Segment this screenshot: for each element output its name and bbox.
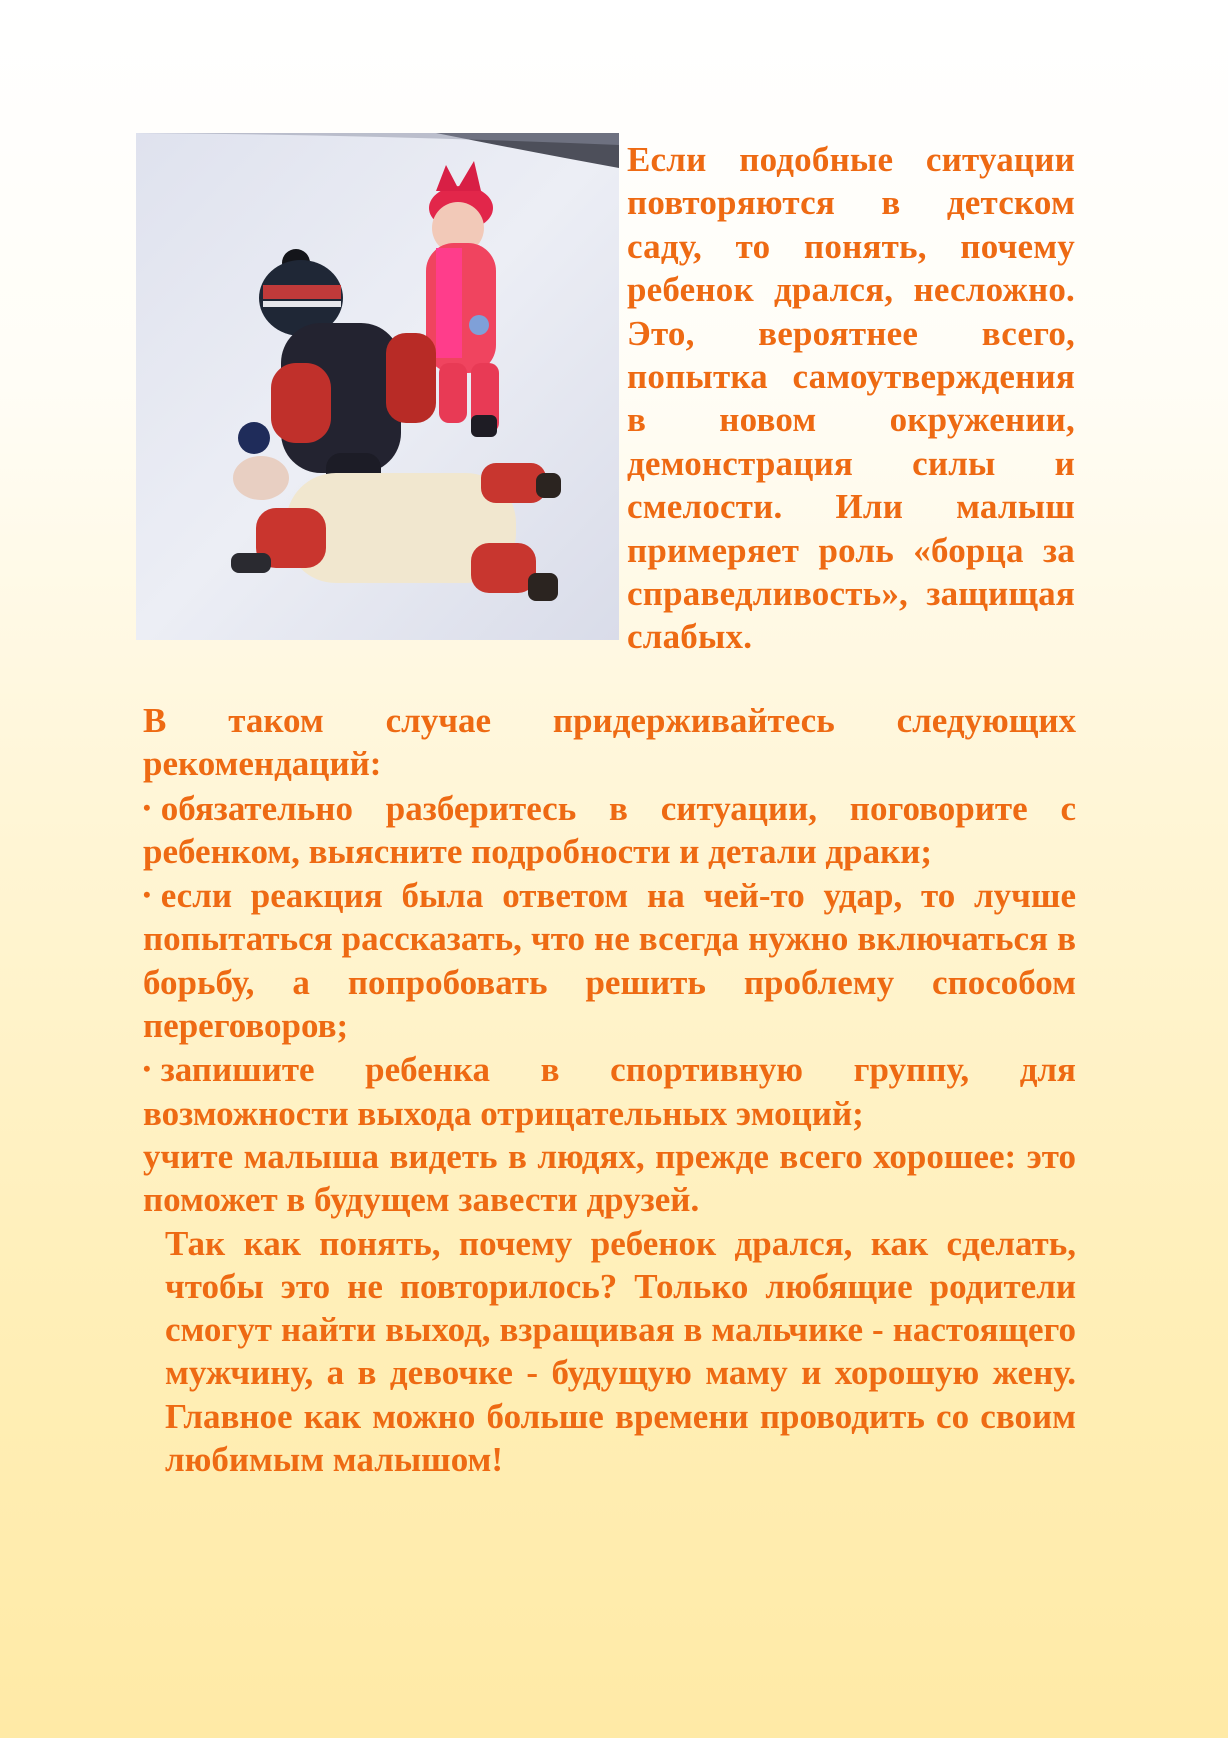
recommendations-section <box>143 699 1076 1481</box>
bullet-icon: • <box>143 882 151 908</box>
bullet-item <box>143 873 1076 1047</box>
bullet-text: если реакция была ответом на чей-то удар, то лучше попытаться рассказать, что не всегда нужно включаться в борьбу, а попробовать решить проблему способом переговоров; <box>143 876 1076 1046</box>
advice-line: учите малыша видеть в людях, прежде всего хорошее: это поможет в будущем завести друзей. <box>143 1136 1076 1220</box>
bullet-item <box>143 786 1076 874</box>
bullet-item <box>143 1047 1076 1135</box>
side-paragraph: Если подобные ситуации повторяются в детском саду, то понять, почему ребенок дрался, несложно. Это, вероятнее всего, попытка самоутверждения в новом окружении, демонстрация силы и смелости. Или малыш примеряет роль «борца за справедливость», защищая слабых. <box>627 140 1075 657</box>
bullet-text: обязательно разберитесь в ситуации, поговорите с ребенком, выясните подробности и детали драки; <box>143 788 1076 871</box>
bullet-icon: • <box>143 794 151 820</box>
closing-paragraph: Так как понять, почему ребенок дрался, как сделать, чтобы это не повторилось? Только любящие родители смогут найти выход, взращивая в мальчике - настоящего мужчину, а в девочке - будущую маму и хорошую жену. Главное как можно больше времени проводить со своим любимым малышом! <box>165 1223 1076 1480</box>
recommendations-intro: В таком случае придерживайтесь следующих рекомендаций: <box>143 701 1076 784</box>
bullet-text: запишите ребенка в спортивную группу, для возможности выхода отрицательных эмоций; <box>143 1050 1076 1133</box>
bullet-icon: • <box>143 1056 151 1082</box>
children-snow-photo <box>136 133 619 640</box>
